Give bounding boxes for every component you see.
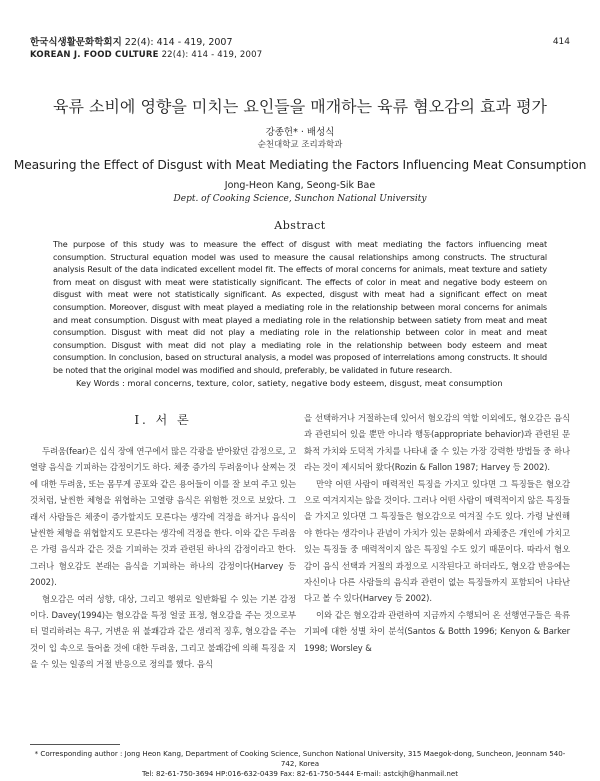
- body-column-left: [30, 443, 296, 673]
- journal-ref-ko: 22(4): 414 - 419, 2007: [121, 37, 233, 48]
- paragraph: 이와 같은 혐오감과 관련하여 지금까지 수행되어 온 선행연구들은 육류 기피에 대한 성별 차이 분석(Santos & Botth 1996; Kenyon & Barker 1998; Worsley &: [304, 609, 570, 653]
- abstract-heading: Abstract: [274, 219, 326, 232]
- paper-title-en: Measuring the Effect of Disgust with Meat Mediating the Factors Influencing Meat Consumption: [13, 158, 587, 172]
- keywords-label: Key Words: [76, 378, 120, 388]
- footnote-contact: Tel: 82-61-750-3694 HP:016-632-0439 Fax: 82-61-750-5444 E-mail: astckjh@hanmail.net: [141, 769, 459, 778]
- section-heading: Ⅰ. 서 론: [134, 413, 192, 427]
- paper-title-ko: 육류 소비에 영향을 미치는 요인들을 매개하는 육류 혐오감의 효과 평가: [53, 97, 547, 116]
- keywords-list: : moral concerns, texture, color, satiety, negative body esteem, disgust, meat consumption: [119, 378, 503, 388]
- journal-ref-en: 22(4): 414 - 419, 2007: [158, 50, 263, 60]
- journal-title-en: KOREAN J. FOOD CULTURE: [30, 50, 159, 60]
- authors-en: Jong-Heon Kang, Seong-Sik Bae: [224, 180, 376, 191]
- paragraph: 혐오감은 여러 성향, 대상, 그리고 행위로 일반화될 수 있는 기본 감정이다. Davey(1994)는 혐오감을 특정 얼굴 표정, 혐오감을 주는 것으로부터 멀리하려는 욕구, 거변운 위 불쾌감과 같은 생리적 징후, 혐오감을 주는 것이 입 속으로 들어올 것에 대한 두려움, 그리고 불쾌감에 의해 특징을 지을 수 있는 일종의 거절 반응으로 정의를 했다. 음식: [30, 593, 296, 670]
- journal-title-ko: 한국식생활문화학회지: [30, 37, 122, 48]
- footnote-divider: [30, 744, 120, 745]
- footnote-author: * Corresponding author : Jong Heon Kang, Department of Cooking Science, Sunchon National University, 315 Maegok-dong, Suncheon, Jeonnam 540-742, Korea: [34, 749, 566, 768]
- paragraph: 만약 어떤 사람이 매력적인 특징을 가지고 있다면 그 특징들은 혐오감으로 여겨지지는 않을 것이다. 그러나 어떤 사람이 매력적이지 않은 특징들을 가지고 있다면 그 특징들은 혐오감으로 여겨질 수도 있다. 가령 날씬해야 한다는 생각이나 관념이 가치가 있는 문화에서 과체중은 개인에 가치고 있는 특징들 중 매력적이지 않은 특징일 수도 있기 때문이다. 따라서 혐오감이 음식 선택과 거절의 과정으로 시작된다고 하더라도, 혐오감 반응에는 자신이나 다른 사람들의 음식과 관련이 없는 특징들까지 포함되어 나타난다고 볼 수 있다(Harvey 등 2002).: [304, 478, 570, 604]
- body-column-right: [304, 410, 570, 656]
- abstract-body: The purpose of this study was to measure the effect of disgust with meat mediating the factors influencing meat consumption. Structural equation model was used to measure the causal relationships among constructs. The structural analysis Result of the data indicated excellent model fit. The effects of moral concerns for animals, meat texture and satiety from meat on disgust with meat were statistically significant. The effects of color in meat and negative body esteem on disgust with meat were not statistically significant. As expected, disgust with meat had a significant effect on meat consumption. Moreover, disgust with meat played a mediating role in the relationship between moral concerns for animals and meat consumption. Disgust with meat played a mediating role in the relationship between satiety from meat and meat consumption. Disgust with meat did not play a mediating role in the relationship between color in meat and meat consumption. Disgust with meat did not play a mediating role in the relationship between body esteem and meat consumption. In conclusion, based on structural analysis, a model was proposed of interrelations among constructs. It should be noted that the original model was modified and should, preferably, be validated in future research.: [53, 239, 547, 375]
- affiliation-ko: 순천대학교 조리과학과: [257, 140, 343, 150]
- affiliation-en: Dept. of Cooking Science, Sunchon National University: [173, 194, 427, 204]
- page-number: 414: [552, 37, 570, 47]
- authors-ko: 강종헌* · 배성식: [265, 127, 335, 138]
- footnote: [30, 749, 570, 779]
- paragraph: 두려움(fear)은 십식 장애 연구에서 많은 각광을 받아왔던 감정으로, 고열량 음식을 기피하는 감정이기도 하다. 체중 증가의 두려움이나 살찌는 것에 대한 두려움, 또는 몸무게 공포와 같은 용어들이 이를 잘 보여 주고 있는 것처럼, 날씬한 체형을 위협하는 고열량 음식은 위험한 것으로 보았다. 그래서 사람들은 체중이 증가할지도 모른다는 생각에 걱정을 하거나 음식이 날씬한 체형을 위협할지도 모른다는 생각에 걱정을 한다. 이와 같은 두려움은 가령 음식과 같은 것을 기피하는 것과 관련된 하나의 감정이라고 한다. 그러나 혐오감도 본래는 음식을 기피하는 하나의 감정이다(Harvey 등 2002).: [30, 446, 296, 588]
- paragraph: 을 선택하거나 거절하는데 있어서 혐오감의 역할 이외에도, 혐오감은 음식과 관련되어 있을 뿐만 아니라 행동(appropriate behavior)과 관련된 문화적 가치와 도덕적 가치를 나타내 줄 수 있는 가장 강력한 방법들 중 하나라는 것이 제시되어 왔다(Rozin & Fallon 1987; Harvey 등 2002).: [304, 413, 570, 473]
- keywords: [76, 378, 503, 388]
- journal-header: [30, 37, 262, 61]
